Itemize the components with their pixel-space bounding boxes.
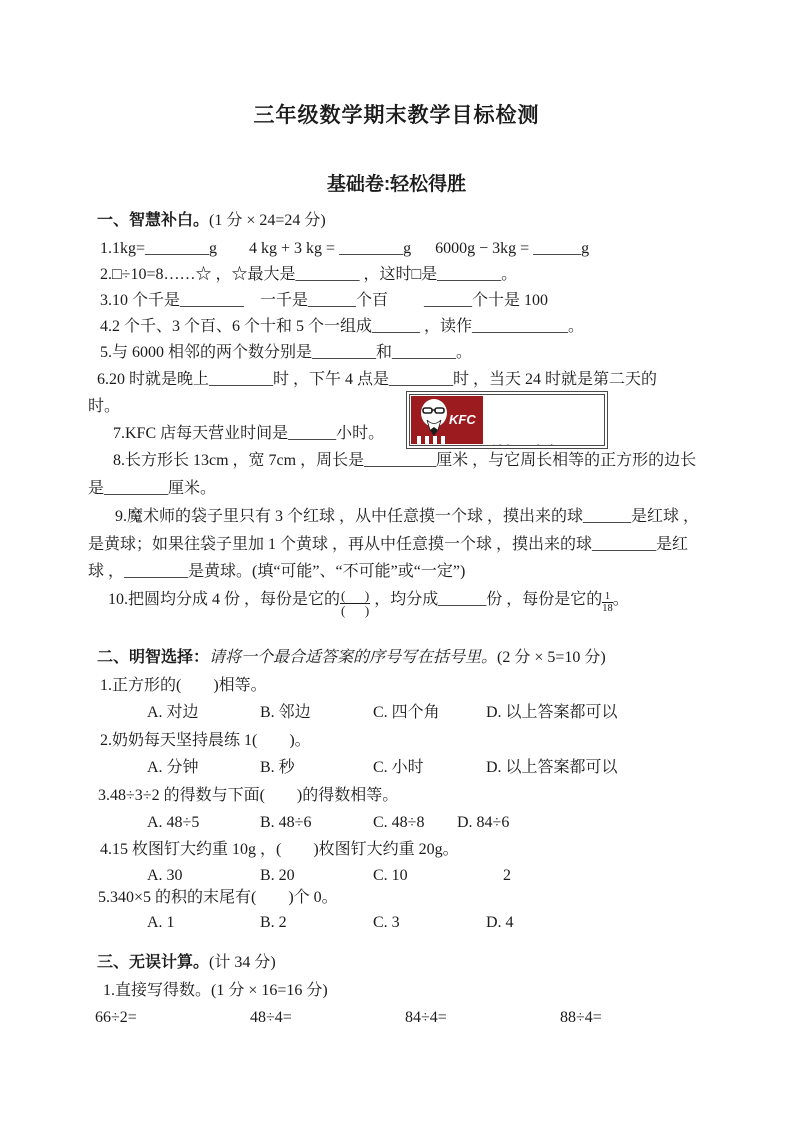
option-b: B. 秒 [260,759,295,776]
s2-question-5: 5.340×5 的积的末尾有( )个 0。 [98,889,338,906]
option-a: A. 48÷5 [147,814,200,831]
s2-question-4-options [147,864,511,887]
s3-subtask-1: 1.直接写得数。(1 分 × 16=16 分) [103,982,328,999]
calc-problem-3: 84÷4= [405,1009,447,1026]
exam-subtitle: 基础卷:轻松得胜 [326,174,467,195]
option-c: C. 3 [373,914,400,931]
kfc-hours-box [406,391,608,449]
s1-question-5: 5.与 6000 相邻的两个数分别是________和________。 [100,344,473,361]
s2-question-1-options [147,701,618,724]
s1-question-9-cont1: 是黄球；如果往袋子里加 1 个黄球 ，再从中任意摸一个球 ，摸出来的球________是红 [88,536,689,553]
s2-question-2: 2.奶奶每天坚持晨练 1( )。 [100,732,311,749]
s1-question-10 [108,588,629,618]
option-b: B. 邻边 [260,704,311,721]
option-a: A. 分钟 [147,759,199,776]
kfc-hours-text [490,394,599,446]
kfc-close-hours [490,442,599,446]
option-d: D. 84÷6 [457,814,510,831]
option-c: C. 48÷8 [373,814,425,831]
s2-question-2-options [147,756,618,779]
section-3-heading-points: (计 34 分) [209,954,276,971]
section-2-heading [97,646,606,669]
s1-question-8-cont: 是________厘米。 [88,480,217,497]
option-c: C. 10 [373,867,408,884]
s2-question-5-options [147,911,514,934]
svg-text:KFC: KFC [449,412,476,427]
s1-question-3: 3.10 个千是________ 一千是______个百 ______个十是 100 [100,292,549,309]
exam-title: 三年级数学期末教学目标检测 [253,104,540,127]
section-1-heading [97,209,326,232]
s2-question-1: 1.正方形的( )相等。 [100,677,267,694]
kfc-open-hours [490,394,599,398]
section-3-heading [97,951,276,974]
option-a: A. 对边 [147,704,199,721]
s3-oral-calc-row [95,1006,715,1029]
s2-question-3: 3.48÷3÷2 的得数与下面( )的得数相等。 [98,787,399,804]
calc-problem-2: 48÷4= [250,1009,292,1026]
kfc-logo-icon [411,396,483,444]
s1-question-4: 4.2 个千、3 个百、6 个十和 5 个一组成______ ，读作____________。 [100,318,585,335]
s1-question-8: 8.长方形长 13cm ，宽 7cm ，周长是_________厘米 ，与它周长相等的正方形的边长 [113,452,697,469]
q10-fraction-1-18: $\frac{1}{18}$ [602,591,613,614]
s1-question-6: 6.20 时就是晚上________时 ，下午 4 点是________时 ，当天 24 时就是第二天的 [97,371,658,388]
option-d: D. 以上答案都可以 [486,759,618,776]
option-c: C. 四个角 [373,704,440,721]
option-b: B. 20 [260,867,295,884]
s1-question-7: 7.KFC 店每天营业时间是______小时。 [113,425,385,442]
section-2-heading-points: (2 分 × 5=10 分) [497,649,606,666]
option-d: D. 以上答案都可以 [486,704,618,721]
calc-problem-1: 66÷2= [95,1009,137,1026]
section-3-heading-title: 三、无误计算。 [97,954,210,971]
calc-problem-4: 88÷4= [560,1009,602,1026]
option-d: D. 4 [486,914,514,931]
s1-question-2: 2.□÷10=8……☆ ，☆最大是________ ，这时□是________。 [100,266,518,283]
option-a: A. 30 [147,867,183,884]
s2-question-4: 4.15 枚图钉大约重 10g ，( )枚图钉大约重 20g。 [100,841,459,858]
q10-blank-fraction: $\frac{( )}{( )}$ [341,588,370,618]
option-c: C. 小时 [373,759,424,776]
s2-question-3-options [147,811,509,834]
q10-text-mid: ，均分成______份 ，每份是它的 [370,591,603,608]
section-1-heading-title: 一、智慧补白。 [97,212,210,229]
kfc-hours-inner [409,394,605,446]
section-2-heading-instruction: 请将一个最合适答案的序号写在括号里。 [209,649,498,666]
section-1-heading-points: (1 分 × 24=24 分) [209,212,326,229]
q10-text-end: 。 [612,591,629,608]
s1-question-9: 9.魔术师的袋子里只有 3 个红球 ，从中任意摸一个球 ，摸出来的球______是红球 ， [115,508,700,525]
option-d: 2 [503,867,511,884]
option-b: B. 2 [260,914,287,931]
q10-text-pre: 10.把圆均分成 4 份 ，每份是它的 [108,591,341,608]
s1-question-9-cont2: 球 ，________是黄球。(填“可能”、“不可能”或“一定”) [88,563,466,580]
s1-question-1: 1.1kg=________g 4 kg + 3 kg = ________g 6000g − 3kg = ______g [100,240,590,257]
section-2-heading-title: 二、明智选择： [97,649,210,666]
s1-question-6-cont: 时。 [88,398,121,415]
option-a: A. 1 [147,914,175,931]
option-b: B. 48÷6 [260,814,312,831]
